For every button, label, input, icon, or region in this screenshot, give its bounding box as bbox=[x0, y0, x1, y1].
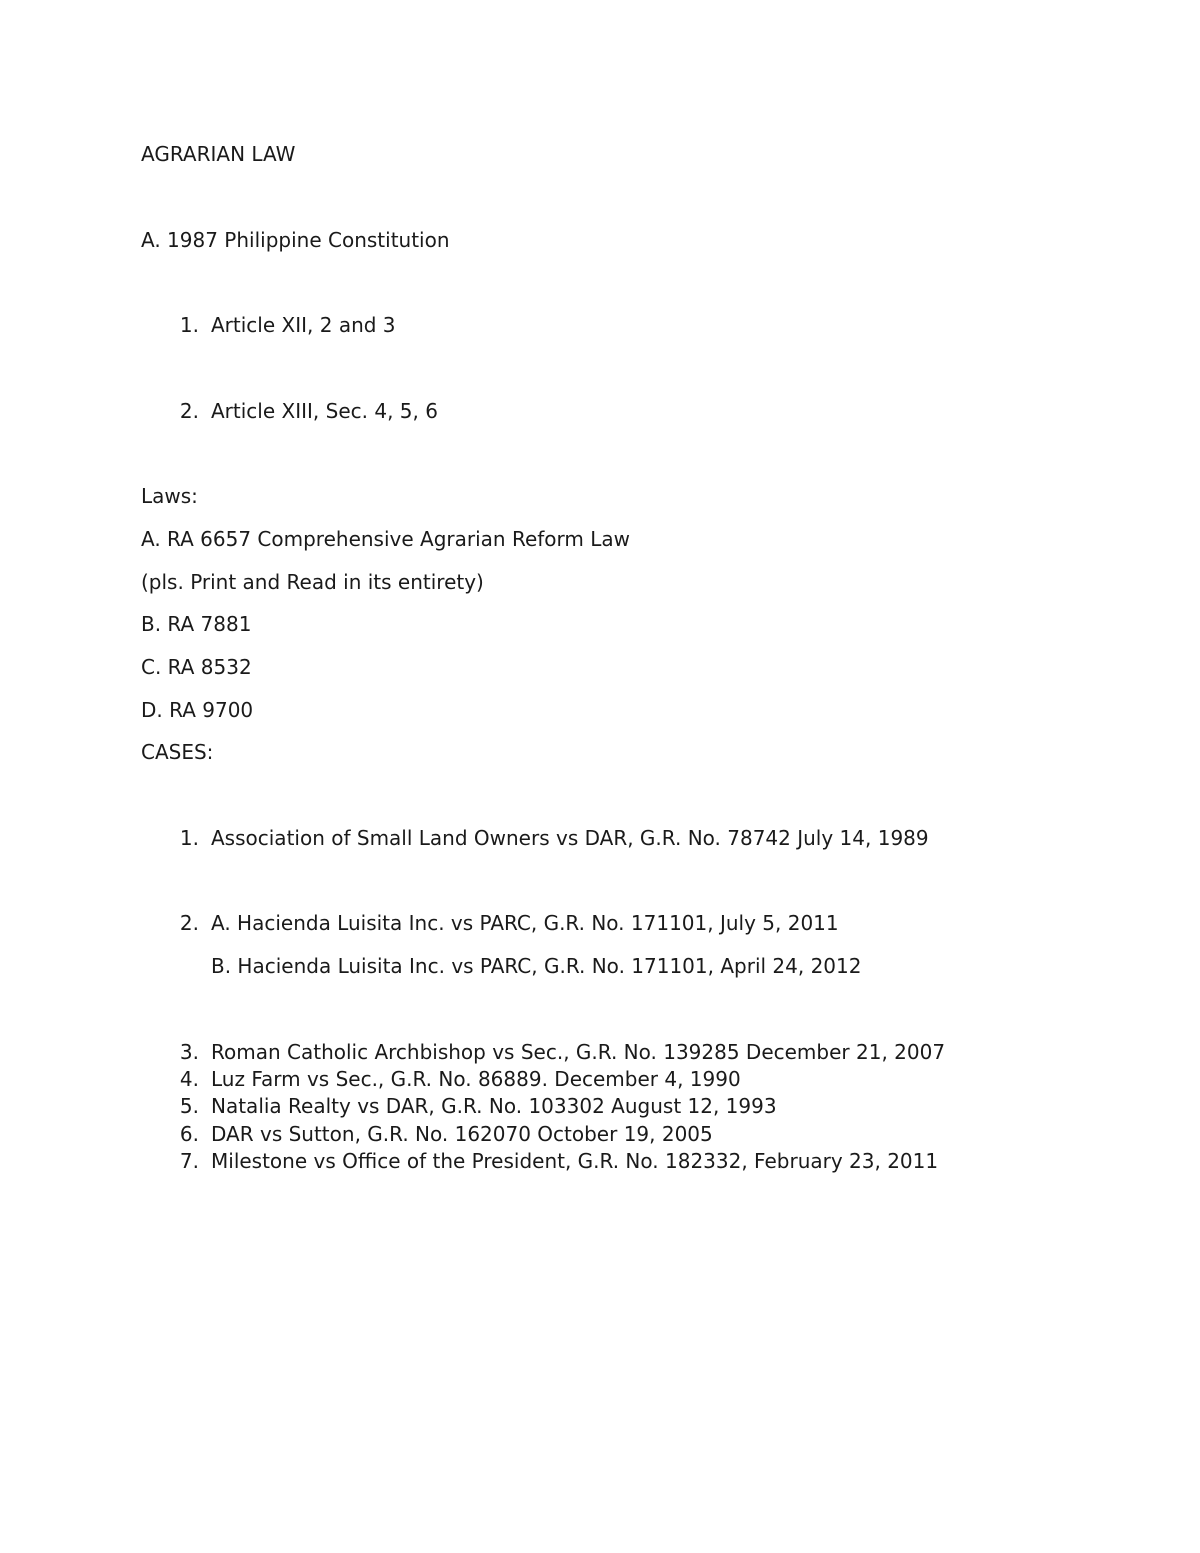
case-subitem: B. Hacienda Luisita Inc. vs PARC, G.R. No. 171101, April 24, 2012 bbox=[211, 954, 862, 978]
case-text: A. Hacienda Luisita Inc. vs PARC, G.R. No. 171101, July 5, 2011 bbox=[211, 911, 839, 935]
case-item bbox=[141, 1149, 939, 1173]
list-number: 2. bbox=[179, 399, 199, 423]
case-text: Natalia Realty vs DAR, G.R. No. 103302 August 12, 1993 bbox=[211, 1094, 777, 1118]
case-text: Luz Farm vs Sec., G.R. No. 86889. December 4, 1990 bbox=[211, 1067, 741, 1091]
case-item bbox=[141, 911, 839, 935]
case-text: Milestone vs Office of the President, G.R. No. 182332, February 23, 2011 bbox=[211, 1149, 939, 1173]
law-item: A. RA 6657 Comprehensive Agrarian Reform Law bbox=[141, 527, 630, 551]
laws-heading: Laws: bbox=[141, 484, 198, 508]
case-item bbox=[141, 1067, 741, 1091]
law-item: D. RA 9700 bbox=[141, 698, 254, 722]
list-item bbox=[141, 313, 396, 337]
list-text: Article XII, 2 and 3 bbox=[211, 313, 396, 337]
list-number: 6. bbox=[179, 1122, 199, 1146]
list-item bbox=[141, 399, 438, 423]
list-number: 5. bbox=[179, 1094, 199, 1118]
list-number: 1. bbox=[179, 313, 199, 337]
case-text: Roman Catholic Archbishop vs Sec., G.R. No. 139285 December 21, 2007 bbox=[211, 1040, 946, 1064]
list-text: Article XIII, Sec. 4, 5, 6 bbox=[211, 399, 438, 423]
case-text: Association of Small Land Owners vs DAR, G.R. No. 78742 July 14, 1989 bbox=[211, 826, 929, 850]
law-note: (pls. Print and Read in its entirety) bbox=[141, 570, 484, 594]
constitution-heading: A. 1987 Philippine Constitution bbox=[141, 228, 450, 252]
list-number: 4. bbox=[179, 1067, 199, 1091]
cases-heading: CASES: bbox=[141, 740, 214, 764]
case-item bbox=[141, 1040, 946, 1064]
case-item bbox=[141, 1094, 777, 1118]
list-number: 2. bbox=[179, 911, 199, 935]
list-number: 3. bbox=[179, 1040, 199, 1064]
document-title: AGRARIAN LAW bbox=[141, 142, 296, 166]
case-text: DAR vs Sutton, G.R. No. 162070 October 19, 2005 bbox=[211, 1122, 713, 1146]
law-item: C. RA 8532 bbox=[141, 655, 252, 679]
list-number: 1. bbox=[179, 826, 199, 850]
case-item bbox=[141, 826, 929, 850]
list-number: 7. bbox=[179, 1149, 199, 1173]
law-item: B. RA 7881 bbox=[141, 612, 252, 636]
case-item bbox=[141, 1122, 713, 1146]
